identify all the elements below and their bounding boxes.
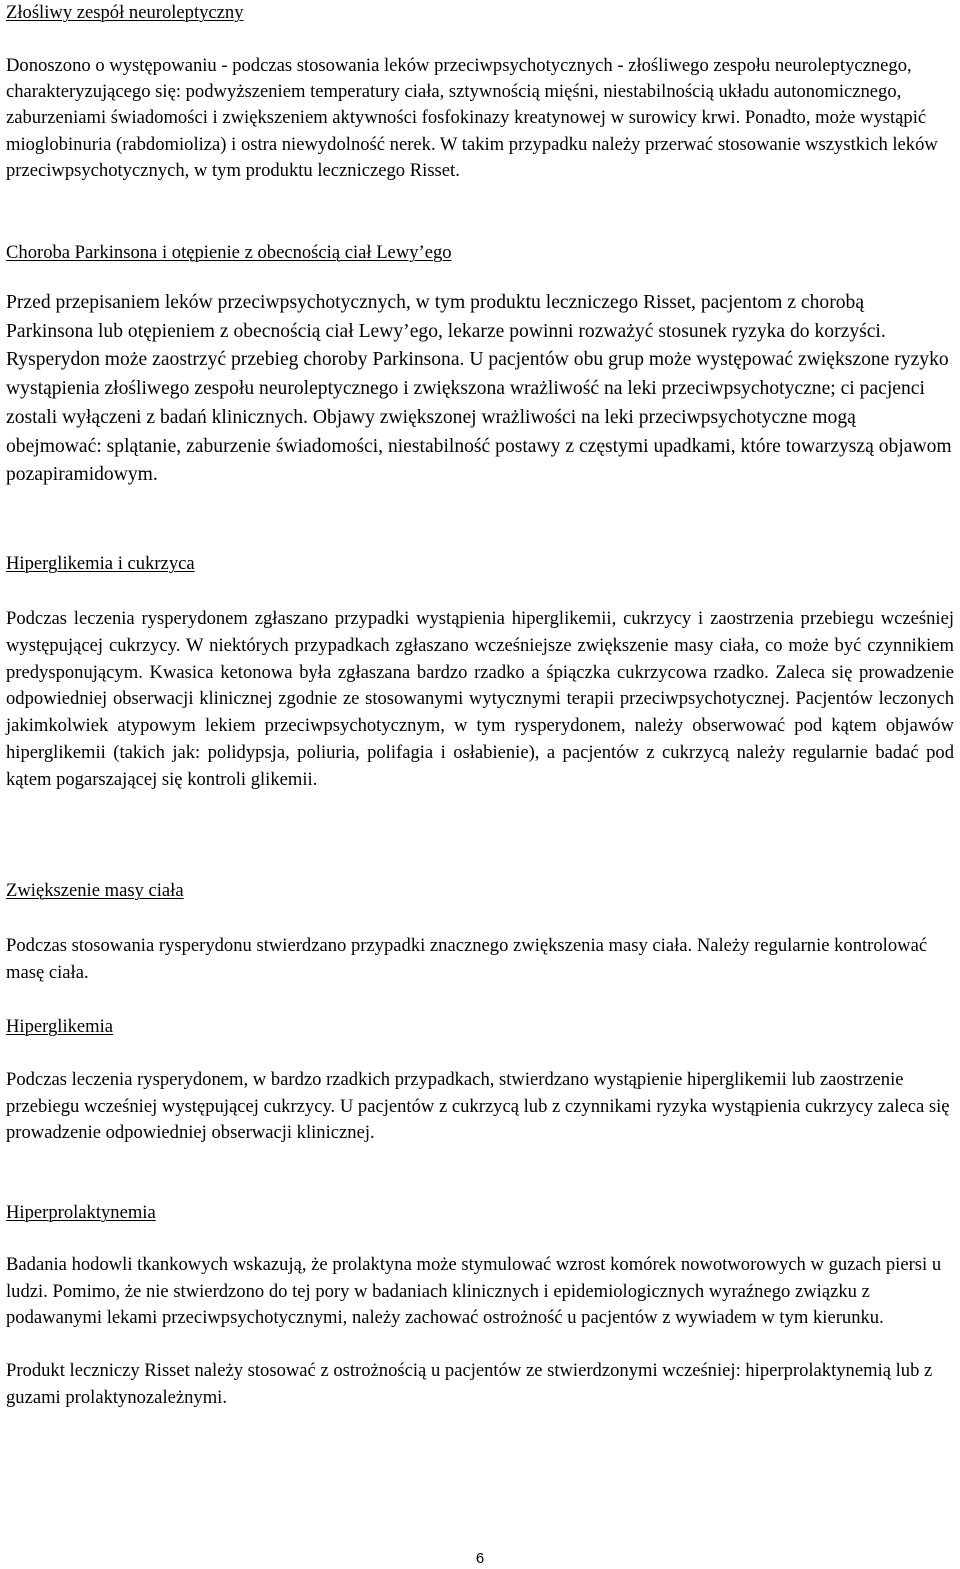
- page-number: 6: [475, 1550, 485, 1567]
- paragraph-zlosliwy-zespol: Donoszono o występowaniu - podczas stosowania leków przeciwpsychotycznych - złośliwego zespołu neuroleptycznego, charakteryzującego się: podwyższeniem temperatury ciała, sztywnością mięśni, niestabilnością układu autonomicznego, zaburzeniami świadomości i zwiększeniem aktywności fosfokinazy kreatynowej w surowicy krwi. Ponadto, może wystąpić mioglobinuria (rabdomioliza) i ostra niewydolność nerek. W takim przypadku należy przerwać stosowanie wszystkich leków przeciwpsychotycznych, w tym produktu leczniczego Risset.: [6, 55, 938, 181]
- paragraph-parkinson: Przed przepisaniem leków przeciwpsychotycznych, w tym produktu leczniczego Risset, pacjentom z chorobą Parkinsona lub otępieniem z obecnością ciał Lewy’ego, lekarze powinni rozważyć stosunek ryzyka do korzyści. Rysperydon może zaostrzyć przebieg choroby Parkinsona. U pacjentów obu grup może występować zwiększone ryzyko wystąpienia złośliwego zespołu neuroleptycznego i zwiększona wrażliwość na leki przeciwpsychotyczne; ci pacjenci zostali wyłączeni z badań klinicznych. Objawy zwiększonej wrażliwości na leki przeciwpsychotyczne mogą obejmować: splątanie, zaburzenie świadomości, niestabilność postawy z częstymi upadkami, które towarzyszą objawom pozapiramidowym.: [6, 292, 952, 486]
- section-heading-hiperprolaktynemia: Hiperprolaktynemia: [6, 1202, 156, 1223]
- paragraph-masa-ciala: Podczas stosowania rysperydonu stwierdzano przypadki znacznego zwiększenia masy ciała. Należy regularnie kontrolować masę ciała.: [6, 935, 928, 983]
- section-heading-parkinson: Choroba Parkinsona i otępienie z obecnością ciał Lewy’ego: [6, 242, 452, 263]
- section-heading-masa-ciala: Zwiększenie masy ciała: [6, 880, 184, 901]
- paragraph-hiperprolaktynemia-1: Badania hodowli tkankowych wskazują, że prolaktyna może stymulować wzrost komórek nowotworowych w guzach piersi u ludzi. Pomimo, że nie stwierdzono do tej pory w badaniach klinicznych i epidemiologicznych wyraźnego związku z podawanymi lekami przeciwpsychotycznymi, należy zachować ostrożność u pacjentów z wywiadem w tym kierunku.: [6, 1254, 942, 1328]
- paragraph-hiperglikemia-cukrzyca: Podczas leczenia rysperydonem zgłaszano przypadki wystąpienia hiperglikemii, cukrzycy i zaostrzenia przebiegu wcześniej występującej cukrzycy. W niektórych przypadkach zgłaszano wcześniejsze zwiększenie masy ciała, co może być czynnikiem predysponującym. Kwasica ketonowa była zgłaszana bardzo rzadko a śpiączka cukrzycowa rzadko. Zaleca się prowadzenie odpowiedniej obserwacji klinicznej zgodnie ze stosowanymi wytycznymi terapii przeciwpsychotycznej. Pacjentów leczonych jakimkolwiek atypowym lekiem przeciwpsychotycznym, w tym rysperydonem, należy obserwować pod kątem objawów hiperglikemii (takich jak: polidypsja, poliuria, polifagia i osłabienie), a pacjentów z cukrzycą należy regularnie badać pod kątem pogarszającej się kontroli glikemii.: [6, 608, 954, 790]
- section-heading-hiperglikemia: Hiperglikemia: [6, 1016, 114, 1037]
- paragraph-hiperglikemia: Podczas leczenia rysperydonem, w bardzo rzadkich przypadkach, stwierdzano wystąpienie hiperglikemii lub zaostrzenie przebiegu wcześniej występującej cukrzycy. U pacjentów z cukrzycą lub z czynnikami ryzyka wystąpienia cukrzycy zaleca się prowadzenie odpowiedniej obserwacji klinicznej.: [6, 1069, 950, 1143]
- section-heading-hiperglikemia-cukrzyca: Hiperglikemia i cukrzyca: [6, 553, 195, 574]
- section-heading-zlosliwy-zespol: Złośliwy zespół neuroleptyczny: [6, 2, 244, 23]
- paragraph-hiperprolaktynemia-2: Produkt leczniczy Risset należy stosować z ostrożnością u pacjentów ze stwierdzonymi wcześniej: hiperprolaktynemią lub z guzami prolaktynozależnymi.: [6, 1360, 933, 1408]
